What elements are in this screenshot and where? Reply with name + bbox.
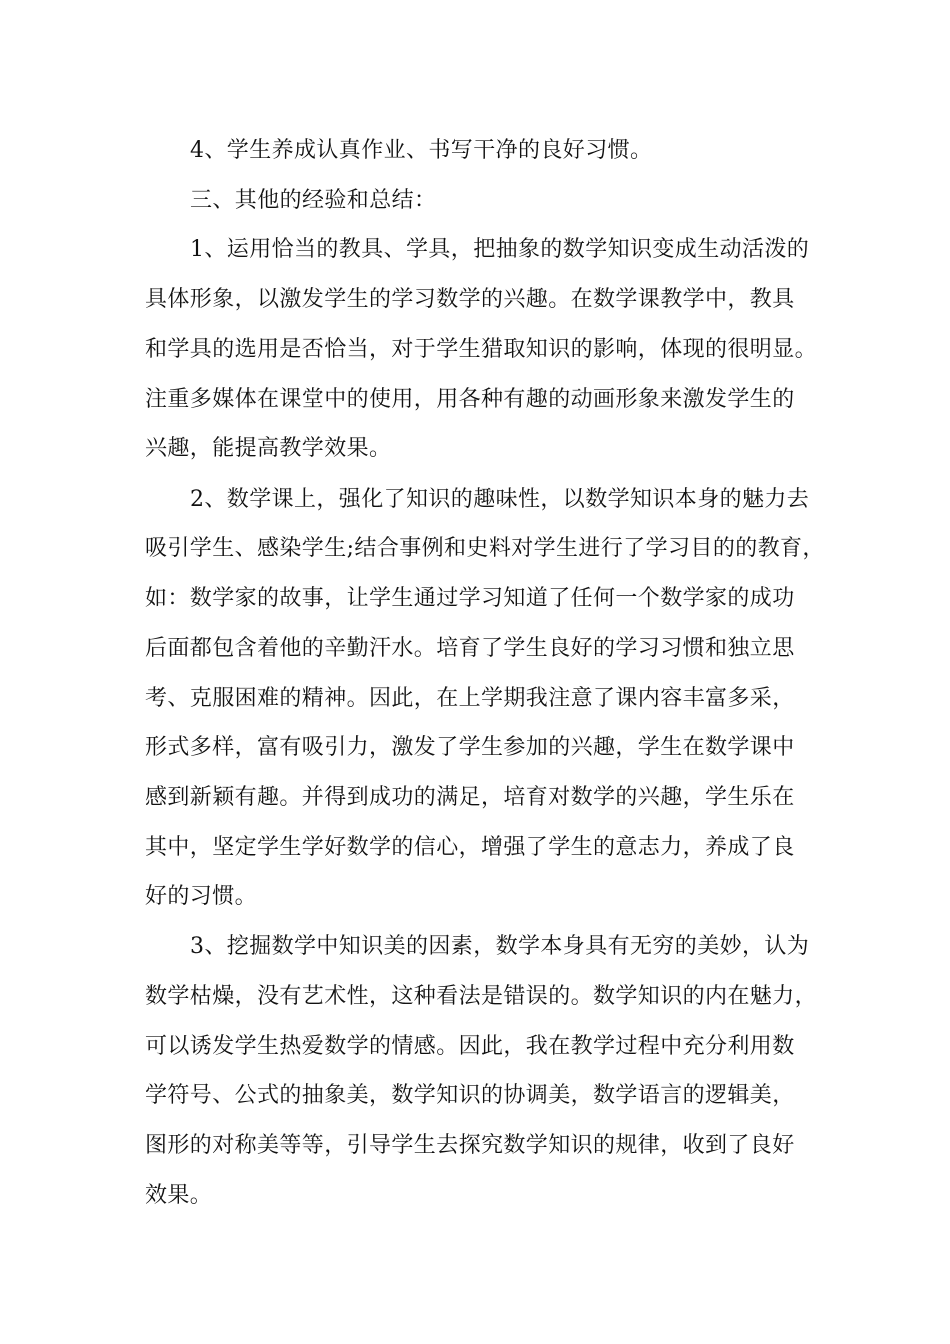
point-2-line-2: 吸引学生、感染学生;结合事例和史料对学生进行了学习目的的教育， <box>145 536 825 561</box>
point-2-line-6: 形式多样，富有吸引力，激发了学生参加的兴趣，学生在数学课中 <box>145 735 795 760</box>
point-1-line-2: 具体形象，以激发学生的学习数学的兴趣。在数学课教学中，教具 <box>145 287 795 312</box>
point-1-line-5: 兴趣，能提高教学效果。 <box>145 436 392 461</box>
point-3-line-2: 数学枯燥，没有艺术性，这种看法是错误的。数学知识的内在魅力， <box>145 984 818 1009</box>
point-1-line-3: 和学具的选用是否恰当，对于学生猎取知识的影响，体现的很明显。 <box>145 337 818 362</box>
point-2-line-9: 好的习惯。 <box>145 884 258 909</box>
section-3-heading: 三、其他的经验和总结： <box>190 188 437 213</box>
point-2-line-1: 2、数学课上，强化了知识的趣味性，以数学知识本身的魅力去 <box>190 487 810 512</box>
point-2-line-5: 考、克服困难的精神。因此，在上学期我注意了课内容丰富多采， <box>145 686 795 711</box>
point-3-line-4: 学符号、公式的抽象美，数学知识的协调美，数学语言的逻辑美， <box>145 1083 795 1108</box>
point-3-line-5: 图形的对称美等等，引导学生去探究数学知识的规律，收到了良好 <box>145 1133 795 1158</box>
point-3-line-3: 可以诱发学生热爱数学的情感。因此，我在教学过程中充分利用数 <box>145 1034 795 1059</box>
point-1-line-1: 1、运用恰当的教具、学具，把抽象的数学知识变成生动活泼的 <box>190 237 810 262</box>
point-1-line-4: 注重多媒体在课堂中的使用，用各种有趣的动画形象来激发学生的 <box>145 387 795 412</box>
point-2-line-3: 如：数学家的故事，让学生通过学习知道了任何一个数学家的成功 <box>145 586 795 611</box>
point-2-line-8: 其中，坚定学生学好数学的信心，增强了学生的意志力，养成了良 <box>145 835 795 860</box>
point-3-line-6: 效果。 <box>145 1183 213 1208</box>
point-3-line-1: 3、挖掘数学中知识美的因素，数学本身具有无穷的美妙，认为 <box>190 934 810 959</box>
item-4-line-1: 4、学生养成认真作业、书写干净的良好习惯。 <box>190 138 653 163</box>
point-2-line-7: 感到新颖有趣。并得到成功的满足，培育对数学的兴趣，学生乐在 <box>145 785 795 810</box>
point-2-line-4: 后面都包含着他的辛勤汗水。培育了学生良好的学习习惯和独立思 <box>145 636 795 661</box>
